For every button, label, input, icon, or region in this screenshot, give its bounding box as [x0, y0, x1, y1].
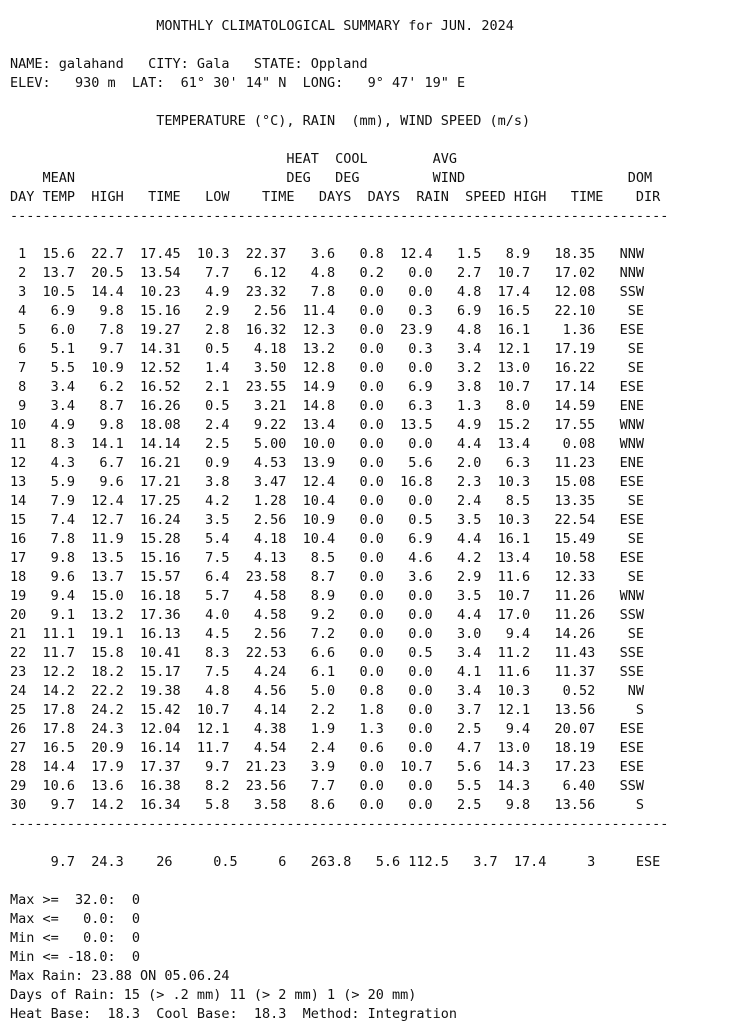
table-row: 30 9.7 14.2 16.34 5.8 3.58 8.6 0.0 0.0 2.5 9.8 13.56 S	[10, 797, 644, 813]
summary-line: Days of Rain: 15 (> .2 mm) 11 (> 2 mm) 1 (> 20 mm)	[10, 987, 417, 1003]
table-row: 6 5.1 9.7 14.31 0.5 4.18 13.2 0.0 0.3 3.4 12.1 17.19 SE	[10, 341, 644, 357]
day-rows	[10, 245, 668, 815]
blank-line	[10, 36, 668, 55]
summary-line: Min <= 0.0: 0	[10, 930, 141, 946]
blank-line	[10, 834, 668, 853]
units-line: TEMPERATURE (°C), RAIN (mm), WIND SPEED (m/s)	[10, 113, 531, 129]
table-row: 3 10.5 14.4 10.23 4.9 23.32 7.8 0.0 0.0 4.8 17.4 12.08 SSW	[10, 284, 644, 300]
summary-line: Heat Base: 18.3 Cool Base: 18.3 Method: Integration	[10, 1006, 458, 1022]
table-row: 4 6.9 9.8 15.16 2.9 2.56 11.4 0.0 0.3 6.9 16.5 22.10 SE	[10, 303, 644, 319]
table-row: 22 11.7 15.8 10.41 8.3 22.53 6.6 0.0 0.5 3.4 11.2 11.43 SSE	[10, 645, 644, 661]
table-row: 29 10.6 13.6 16.38 8.2 23.56 7.7 0.0 0.0 5.5 14.3 6.40 SSW	[10, 778, 644, 794]
summary-line: Min <= -18.0: 0	[10, 949, 141, 965]
table-row: 18 9.6 13.7 15.57 6.4 23.58 8.7 0.0 3.6 2.9 11.6 12.33 SE	[10, 569, 644, 585]
totals-line: 9.7 24.3 26 0.5 6 263.8 5.6 112.5 3.7 17.4 3 ESE	[10, 854, 661, 870]
table-row: 24 14.2 22.2 19.38 4.8 4.56 5.0 0.8 0.0 3.4 10.3 0.52 NW	[10, 683, 644, 699]
table-row: 13 5.9 9.6 17.21 3.8 3.47 12.4 0.0 16.8 2.3 10.3 15.08 ESE	[10, 474, 644, 490]
table-row: 23 12.2 18.2 15.17 7.5 4.24 6.1 0.0 0.0 4.1 11.6 11.37 SSE	[10, 664, 644, 680]
blank-line	[10, 131, 668, 150]
table-row: 9 3.4 8.7 16.26 0.5 3.21 14.8 0.0 6.3 1.3 8.0 14.59 ENE	[10, 398, 644, 414]
station-elev-line: ELEV: 930 m LAT: 61° 30' 14" N LONG: 9° 47' 19" E	[10, 75, 466, 91]
table-row: 11 8.3 14.1 14.14 2.5 5.00 10.0 0.0 0.0 4.4 13.4 0.08 WNW	[10, 436, 644, 452]
table-header-line: DAY TEMP HIGH TIME LOW TIME DAYS DAYS RAIN SPEED HIGH TIME DIR	[10, 189, 661, 205]
table-row: 16 7.8 11.9 15.28 5.4 4.18 10.4 0.0 6.9 4.4 16.1 15.49 SE	[10, 531, 644, 547]
table-row: 17 9.8 13.5 15.16 7.5 4.13 8.5 0.0 4.6 4.2 13.4 10.58 ESE	[10, 550, 644, 566]
table-row: 15 7.4 12.7 16.24 3.5 2.56 10.9 0.0 0.5 3.5 10.3 22.54 ESE	[10, 512, 644, 528]
table-row: 28 14.4 17.9 17.37 9.7 21.23 3.9 0.0 10.7 5.6 14.3 17.23 ESE	[10, 759, 644, 775]
table-row: 26 17.8 24.3 12.04 12.1 4.38 1.9 1.3 0.0 2.5 9.4 20.07 ESE	[10, 721, 644, 737]
table-row: 21 11.1 19.1 16.13 4.5 2.56 7.2 0.0 0.0 3.0 9.4 14.26 SE	[10, 626, 644, 642]
table-row: 1 15.6 22.7 17.45 10.3 22.37 3.6 0.8 12.4 1.5 8.9 18.35 NNW	[10, 246, 644, 262]
report-title: MONTHLY CLIMATOLOGICAL SUMMARY for JUN. 2024	[10, 18, 514, 34]
summary-line: Max Rain: 23.88 ON 05.06.24	[10, 968, 230, 984]
blank-line	[10, 226, 668, 245]
table-row: 5 6.0 7.8 19.27 2.8 16.32 12.3 0.0 23.9 4.8 16.1 1.36 ESE	[10, 322, 644, 338]
summary-block	[10, 891, 668, 1024]
table-row: 25 17.8 24.2 15.42 10.7 4.14 2.2 1.8 0.0 3.7 12.1 13.56 S	[10, 702, 644, 718]
table-row: 14 7.9 12.4 17.25 4.2 1.28 10.4 0.0 0.0 2.4 8.5 13.35 SE	[10, 493, 644, 509]
blank-line	[10, 93, 668, 112]
table-row: 7 5.5 10.9 12.52 1.4 3.50 12.8 0.0 0.0 3.2 13.0 16.22 SE	[10, 360, 644, 376]
climatological-report	[10, 17, 668, 1024]
blank-line	[10, 872, 668, 891]
separator-line: ---------------------------------------------------------------------------------	[10, 816, 669, 832]
table-row: 2 13.7 20.5 13.54 7.7 6.12 4.8 0.2 0.0 2.7 10.7 17.02 NNW	[10, 265, 644, 281]
table-row: 27 16.5 20.9 16.14 11.7 4.54 2.4 0.6 0.0 4.7 13.0 18.19 ESE	[10, 740, 644, 756]
table-row: 12 4.3 6.7 16.21 0.9 4.53 13.9 0.0 5.6 2.0 6.3 11.23 ENE	[10, 455, 644, 471]
summary-line: Max >= 32.0: 0	[10, 892, 141, 908]
table-row: 20 9.1 13.2 17.36 4.0 4.58 9.2 0.0 0.0 4.4 17.0 11.26 SSW	[10, 607, 644, 623]
station-name-line: NAME: galahand CITY: Gala STATE: Oppland	[10, 56, 368, 72]
table-header-line: HEAT COOL AVG	[10, 151, 458, 167]
table-row: 19 9.4 15.0 16.18 5.7 4.58 8.9 0.0 0.0 3.5 10.7 11.26 WNW	[10, 588, 644, 604]
table-row: 10 4.9 9.8 18.08 2.4 9.22 13.4 0.0 13.5 4.9 15.2 17.55 WNW	[10, 417, 644, 433]
table-row: 8 3.4 6.2 16.52 2.1 23.55 14.9 0.0 6.9 3.8 10.7 17.14 ESE	[10, 379, 644, 395]
summary-line: Max <= 0.0: 0	[10, 911, 141, 927]
table-header-line: MEAN DEG DEG WIND DOM	[10, 170, 653, 186]
separator-line: ---------------------------------------------------------------------------------	[10, 208, 669, 224]
